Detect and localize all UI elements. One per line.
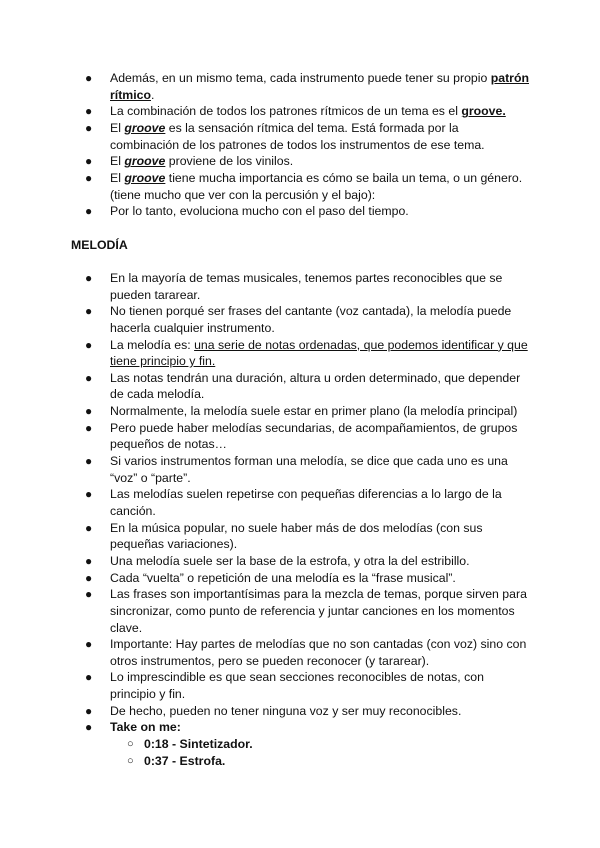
list-item: ● En la mayoría de temas musicales, tenemos partes reconocibles que se pueden tararear.	[85, 271, 503, 302]
bullet-icon: ●	[85, 520, 93, 535]
list-item: ● El groove tiene mucha importancia es cómo se baila un tema, o un género. (tiene mucho que ver con la percusión y el bajo):	[85, 170, 523, 202]
section-heading-melodia: MELODÍA	[71, 238, 128, 252]
sub-list-item: ○ 0:37 - Estrofa.	[127, 753, 226, 768]
groove-term: groove	[124, 154, 166, 169]
bullet-icon: ●	[85, 104, 93, 119]
bullet-icon: ●	[85, 404, 93, 419]
list-item: ● No tienen porqué ser frases del cantante (voz cantada), la melodía puede hacerla cualquier instrumento.	[85, 304, 512, 335]
list-item: ● Las melodías suelen repetirse con pequeñas diferencias a lo largo de la canción.	[85, 487, 502, 518]
list-item: ● Si varios instrumentos forman una melodía, se dice que cada uno es una “voz” o “parte”.	[85, 454, 508, 485]
list-item-take-on-me	[0, 719, 600, 736]
bullet-icon: ●	[85, 71, 93, 85]
list-item: ● La melodía es: una serie de notas ordenadas, que podemos identificar y que tiene principio y fin.	[85, 337, 528, 369]
bullet-icon: ●	[85, 420, 93, 435]
bullet-icon: ●	[85, 553, 93, 568]
groove-term: groove.	[461, 104, 506, 119]
bullet-icon: ●	[85, 120, 93, 135]
bullet-icon: ●	[85, 154, 93, 169]
list-item: ● Pero puede haber melodías secundarias, de acompañamientos, de grupos pequeños de notas…	[85, 420, 518, 452]
list-item: ● Las notas tendrán una duración, altura u orden determinado, que depender de cada melodía.	[85, 370, 521, 402]
bullet-icon: ●	[85, 703, 93, 718]
take-on-me-label: Take on me:	[110, 720, 181, 735]
list-item: ● Una melodía suele ser la base de la estrofa, y otra la del estribillo.	[85, 553, 470, 568]
bullet-icon: ●	[85, 570, 93, 585]
bullet-icon: ●	[85, 587, 93, 602]
melodia-definition: una serie de notas ordenadas, que podemos identificar y que tiene principio y fin.	[110, 337, 528, 369]
groove-bullet-list	[0, 70, 600, 220]
hollow-bullet-icon: ○	[127, 738, 134, 751]
list-item: ● De hecho, pueden no tener ninguna voz y ser muy reconocibles.	[85, 703, 462, 718]
bullet-icon: ●	[85, 204, 93, 219]
groove-section	[0, 70, 600, 220]
list-item: ● Lo imprescindible es que sean secciones reconocibles de notas, con principio y fin.	[85, 670, 484, 702]
list-item: ● Cada “vuelta” o repetición de una melodía es la “frase musical”.	[85, 570, 456, 585]
list-item: ● Las frases son importantísimas para la mezcla de temas, porque sirven para sincronizar, como punto de referencia y juntar canciones en los momentos clave.	[85, 587, 527, 635]
hollow-bullet-icon: ○	[127, 754, 134, 767]
list-item: ● Importante: Hay partes de melodías que no son cantadas (con voz) sino con otros instrumentos, pero se pueden reconocer (y tararear).	[85, 637, 527, 668]
bullet-icon: ●	[85, 170, 93, 185]
list-item: ● En la música popular, no suele haber más de dos melodías (con sus pequeñas variaciones).	[85, 520, 483, 552]
sub-list-item: ○ 0:18 - Sintetizador.	[127, 737, 253, 752]
patron-ritmico-term: patrón rítmico	[110, 71, 529, 102]
melodia-bullet-list	[0, 270, 600, 769]
bullet-icon: ●	[85, 271, 93, 285]
bullet-icon: ●	[85, 370, 93, 385]
list-item: ● El groove es la sensación rítmica del tema. Está formada por la combinación de los patrones de todos los instrumentos de ese tema.	[85, 120, 485, 152]
list-item: ● Por lo tanto, evoluciona mucho con el paso del tiempo.	[85, 204, 409, 219]
groove-term: groove	[124, 120, 166, 135]
list-item: ● El groove proviene de los vinilos.	[85, 154, 294, 169]
list-item: ● Además, en un mismo tema, cada instrumento puede tener su propio patrón rítmico.	[85, 71, 529, 102]
bullet-icon: ●	[85, 304, 93, 319]
bullet-icon: ●	[85, 720, 93, 735]
list-item: ● Normalmente, la melodía suele estar en primer plano (la melodía principal)	[85, 404, 518, 419]
groove-term: groove	[124, 170, 166, 185]
list-item: ● La combinación de todos los patrones rítmicos de un tema es el groove.	[85, 104, 506, 119]
bullet-icon: ●	[85, 670, 93, 685]
melodia-section	[0, 270, 600, 770]
bullet-icon: ●	[85, 337, 93, 352]
bullet-icon: ●	[85, 454, 93, 469]
bullet-icon: ●	[85, 487, 93, 502]
bullet-icon: ●	[85, 637, 93, 652]
